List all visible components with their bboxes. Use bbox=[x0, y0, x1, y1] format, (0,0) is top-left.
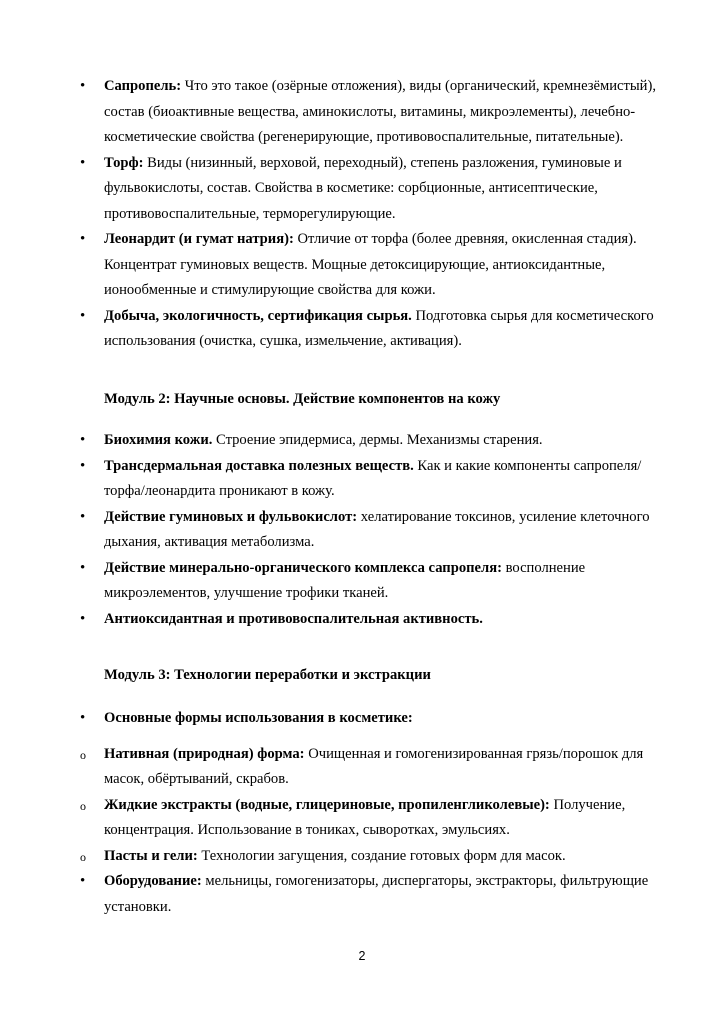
list-item bbox=[0, 151, 724, 228]
circle-bullet-icon: o bbox=[80, 849, 86, 864]
item-term: Действие минерально-органического комплекса сапропеля: bbox=[104, 559, 502, 576]
item-term: Жидкие экстракты (водные, глицериновые, пропиленгликолевые): bbox=[104, 796, 550, 813]
bullet-icon: • bbox=[80, 508, 86, 525]
item-description: Виды (низинный, верховой, переходный), степень разложения, гуминовые и фульвокислоты, состав. Свойства в косметике: сорбционные, антисептические, противовоспалительные, терморегулирующие. bbox=[104, 154, 622, 222]
item-description: мельницы, гомогенизаторы, диспергаторы, экстракторы, фильтрующие установки. bbox=[104, 873, 649, 915]
list-item bbox=[0, 74, 724, 151]
list-item bbox=[0, 454, 724, 505]
item-description: Как и какие компоненты сапропеля/торфа/леонардита проникают в кожу. bbox=[104, 457, 642, 499]
item-term: Антиоксидантная и противовоспалительная активность. bbox=[104, 610, 483, 627]
item-description: Очищенная и гомогенизированная грязь/порошок для масок, обёртываний, скрабов. bbox=[104, 745, 644, 787]
list-item bbox=[0, 556, 724, 607]
item-term: Сапропель: bbox=[104, 78, 182, 94]
item-term: Основные формы использования в косметике: bbox=[104, 710, 413, 726]
bullet-icon: • bbox=[80, 710, 86, 726]
item-description: Технологии загущения, создание готовых форм для масок. bbox=[197, 847, 566, 864]
item-term: Торф: bbox=[104, 154, 144, 171]
circle-bullet-icon: o bbox=[80, 747, 86, 762]
bullet-icon: • bbox=[80, 78, 86, 94]
module-3-heading: Модуль 3: Технологии переработки и экстракции bbox=[104, 667, 431, 683]
module-2-heading: Модуль 2: Научные основы. Действие компонентов на кожу bbox=[104, 391, 501, 407]
module-3-list bbox=[0, 706, 724, 920]
item-term: Добыча, экологичность, сертификация сырья. bbox=[104, 307, 412, 324]
item-description: Получение, концентрация. Использование в тониках, сыворотках, эмульсиях. bbox=[104, 796, 626, 838]
item-description: Строение эпидермиса, дермы. Механизмы старения. bbox=[212, 432, 543, 448]
list-item bbox=[0, 607, 724, 633]
list-item bbox=[0, 428, 724, 454]
list-item bbox=[0, 706, 724, 732]
item-description: восполнение микроэлементов, улучшение трофики тканей. bbox=[104, 559, 586, 601]
circle-bullet-icon: o bbox=[80, 798, 86, 813]
item-term: Леонардит (и гумат натрия): bbox=[104, 231, 294, 247]
item-description: Что это такое (озёрные отложения), виды (органический, кремнезёмистый), состав (биоактивные вещества, аминокислоты, витамины, микроэлементы), лечебно-косметические свойства (регенерирующие, противовоспалительные, питательные). bbox=[104, 78, 657, 145]
list-item bbox=[0, 505, 724, 556]
item-description: Подготовка сырья для косметического использования (очистка, сушка, измельчение, активация). bbox=[104, 307, 654, 349]
item-term: Действие гуминовых и фульвокислот: bbox=[104, 508, 358, 525]
item-description: Отличие от торфа (более древняя, окисленная стадия). Концентрат гуминовых веществ. Мощные детоксицирующие, антиоксидантные, ионообменные и стимулирующие свойства для кожи. bbox=[104, 231, 637, 298]
bullet-icon: • bbox=[80, 610, 86, 627]
bullet-icon: • bbox=[80, 231, 86, 247]
item-term: Биохимия кожи. bbox=[104, 432, 213, 448]
list-item bbox=[0, 844, 724, 870]
item-description: хелатирование токсинов, усиление клеточного дыхания, активация метаболизма. bbox=[104, 508, 650, 550]
raw-materials-list bbox=[0, 74, 724, 355]
item-term: Пасты и гели: bbox=[104, 847, 198, 864]
bullet-icon: • bbox=[80, 307, 86, 324]
bullet-icon: • bbox=[80, 873, 86, 889]
item-term: Трансдермальная доставка полезных веществ. bbox=[104, 457, 414, 474]
bullet-icon: • bbox=[80, 432, 86, 448]
list-item bbox=[0, 227, 724, 304]
list-item bbox=[0, 742, 724, 793]
bullet-icon: • bbox=[80, 457, 86, 474]
module-2-list bbox=[0, 428, 724, 632]
bullet-icon: • bbox=[80, 154, 86, 171]
list-item bbox=[0, 304, 724, 355]
list-item bbox=[0, 869, 724, 920]
bullet-icon: • bbox=[80, 559, 86, 576]
page-number: 2 bbox=[358, 949, 366, 963]
list-item bbox=[0, 793, 724, 844]
item-term: Оборудование: bbox=[104, 873, 202, 889]
item-term: Нативная (природная) форма: bbox=[104, 745, 305, 762]
